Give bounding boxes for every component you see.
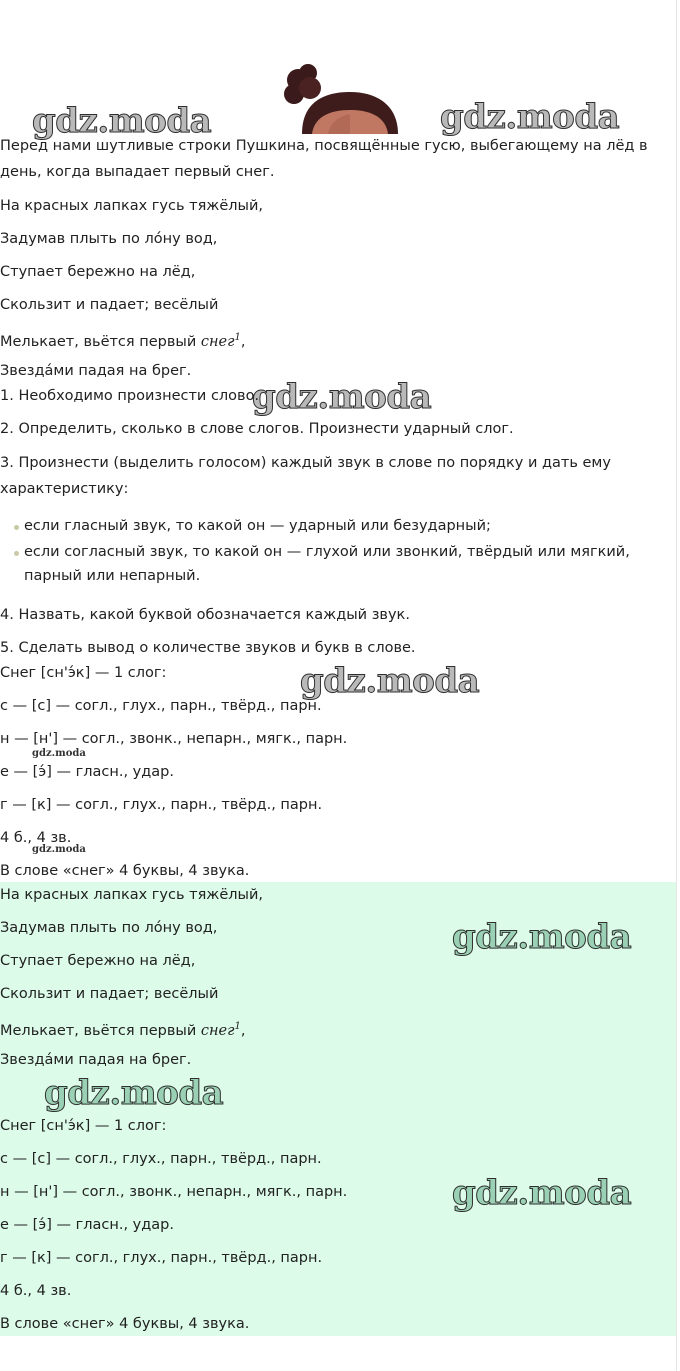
avatar-illustration xyxy=(272,62,402,134)
poem-line: На красных лапках гусь тяжёлый, xyxy=(0,887,264,903)
watermark: gdz.moda xyxy=(252,377,432,417)
step-4: 4. Назвать, какой буквой обозначается каждый звук. xyxy=(0,607,410,623)
analysis-row: е — [э́] — гласн., удар. xyxy=(0,764,174,780)
analysis-header: Снег [сн'э́к] — 1 слог: xyxy=(0,665,167,681)
step-2: 2. Определить, сколько в слове слогов. Произнести ударный слог. xyxy=(0,421,514,437)
watermark: gdz.moda xyxy=(300,661,480,701)
poem-line: Задумав плыть по ло́ну вод, xyxy=(0,920,218,936)
watermark: gdz.moda xyxy=(452,917,632,957)
poem-line: Скользит и падает; весёлый xyxy=(0,986,219,1002)
poem-line: Задумав плыть по ло́ну вод, xyxy=(0,231,218,247)
watermark: gdz.moda xyxy=(440,97,620,137)
bullet-item: если согласный звук, то какой он — глухой или звонкий, твёрдый или мягкий, парный или непарный. xyxy=(24,540,680,588)
right-border xyxy=(676,0,677,1371)
bullet-item: если гласный звук, то какой он — ударный или безударный; xyxy=(24,514,680,538)
watermark: gdz.moda xyxy=(32,101,212,141)
watermark: gdz.moda xyxy=(44,1073,224,1113)
snow-word: снег$^1$ xyxy=(200,332,241,350)
poem-line: На красных лапках гусь тяжёлый, xyxy=(0,198,264,214)
poem-line-snow: Мелькает, вьётся первый снег$^1$, xyxy=(0,1021,246,1039)
step-5: 5. Сделать вывод о количестве звуков и букв в слове. xyxy=(0,640,416,656)
analysis-count: 4 б., 4 зв. xyxy=(0,830,72,846)
analysis-count: 4 б., 4 зв. xyxy=(0,1283,72,1299)
analysis-header: Снег [сн'э́к] — 1 слог: xyxy=(0,1118,167,1134)
analysis-row: г — [к] — согл., глух., парн., твёрд., парн. xyxy=(0,797,323,813)
poem-line: Ступает бережно на лёд, xyxy=(0,264,196,280)
step-1: 1. Необходимо произнести слово. xyxy=(0,388,260,404)
watermark-small: gdz.moda xyxy=(32,748,86,759)
poem-line: Скользит и падает; весёлый xyxy=(0,297,219,313)
analysis-row: с — [с] — согл., глух., парн., твёрд., парн. xyxy=(0,698,322,714)
analysis-row: г — [к] — согл., глух., парн., твёрд., парн. xyxy=(0,1250,323,1266)
poem-line-snow: Мелькает, вьётся первый снег$^1$, xyxy=(0,332,246,350)
intro-paragraph: Перед нами шутливые строки Пушкина, посвящённые гусю, выбегающему на лёд в день, когда выпадает первый снег. xyxy=(0,138,648,180)
analysis-row: е — [э́] — гласн., удар. xyxy=(0,1217,174,1233)
step-3: 3. Произнести (выделить голосом) каждый звук в слове по порядку и дать ему характеристику: xyxy=(0,455,611,497)
analysis-conclusion: В слове «снег» 4 буквы, 4 звука. xyxy=(0,863,250,879)
poem-line: Ступает бережно на лёд, xyxy=(0,953,196,969)
analysis-row: с — [с] — согл., глух., парн., твёрд., парн. xyxy=(0,1151,322,1167)
snow-word: снег$^1$ xyxy=(200,1021,241,1039)
watermark-small: gdz.moda xyxy=(32,844,86,855)
poem-line: Звезда́ми падая на брег. xyxy=(0,1052,192,1068)
analysis-conclusion: В слове «снег» 4 буквы, 4 звука. xyxy=(0,1316,250,1332)
poem-line: Звезда́ми падая на брег. xyxy=(0,363,192,379)
analysis-row: н — [н'] — согл., звонк., непарн., мягк., парн. xyxy=(0,731,348,747)
analysis-row: н — [н'] — согл., звонк., непарн., мягк., парн. xyxy=(0,1184,348,1200)
watermark: gdz.moda xyxy=(452,1173,632,1213)
